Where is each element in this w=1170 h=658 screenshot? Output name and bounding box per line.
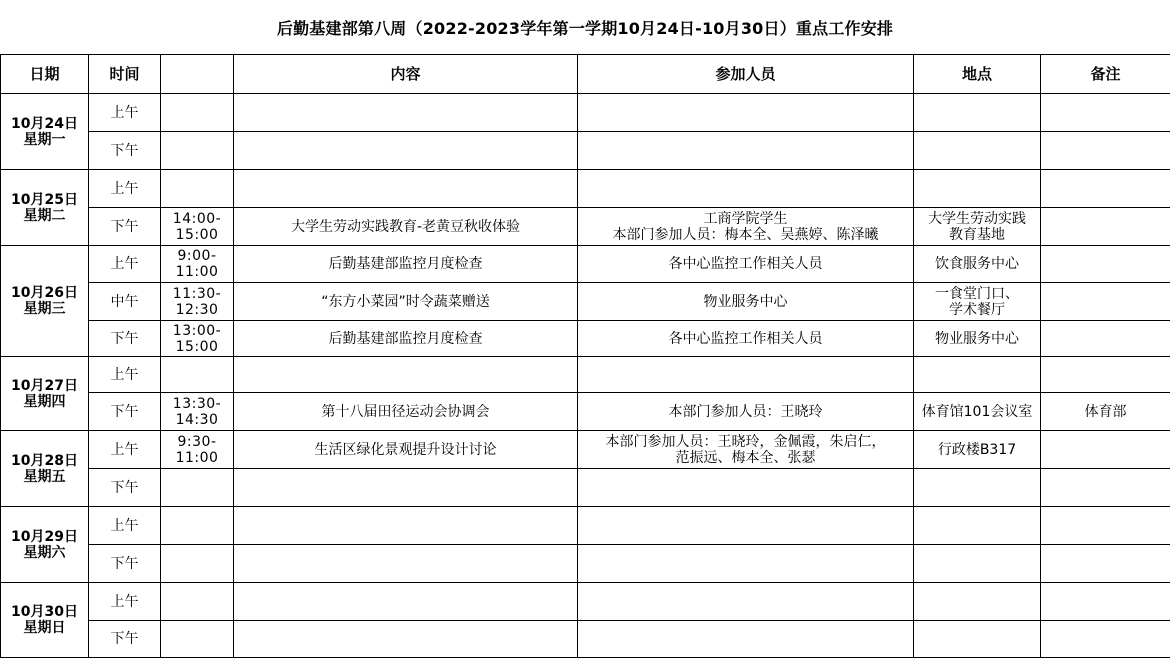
header-remarks: 备注 [1041,55,1170,94]
date-label: 10月28日 [11,452,78,469]
date-label: 10月25日 [11,191,78,208]
location-cell: 行政楼B317 [914,431,1041,469]
location-cell [914,583,1041,621]
period-cell: 中午 [89,283,161,321]
participants-cell [578,94,914,132]
remarks-cell [1041,469,1170,507]
time-cell [161,94,234,132]
content-cell [234,507,578,545]
location-cell [914,469,1041,507]
time-cell [161,545,234,583]
time-cell [161,469,234,507]
period-cell: 下午 [89,132,161,170]
period-cell: 上午 [89,507,161,545]
table-row [1,283,1170,321]
participants-cell [578,583,914,621]
participants-cell [578,357,914,393]
date-label: 10月26日 [11,285,78,301]
remarks-cell [1041,431,1170,469]
location-cell: 体育馆101会议室 [914,393,1041,431]
date-label: 10月27日 [11,377,78,394]
content-cell [234,132,578,170]
date-label: 10月24日 [11,115,78,132]
date-cell [1,246,89,357]
content-cell: 大学生劳动实践教育-老黄豆秋收体验 [234,208,578,246]
period-cell: 下午 [89,469,161,507]
content-cell [234,545,578,583]
period-cell: 上午 [89,583,161,621]
remarks-cell [1041,170,1170,208]
period-cell: 下午 [89,545,161,583]
remarks-cell [1041,321,1170,357]
content-cell: “东方小菜园”时令蔬菜赠送 [234,283,578,321]
table-row [1,246,1170,283]
weekday-label: 星期日 [23,620,66,636]
participants-cell: 本部门参加人员：王晓玲 [578,393,914,431]
table-row [1,132,1170,170]
participants-cell [578,507,914,545]
period-cell: 下午 [89,393,161,431]
header-period: 时间 [89,55,161,94]
table-row [1,208,1170,246]
period-cell: 上午 [89,94,161,132]
location-cell: 一食堂门口、 学术餐厅 [914,283,1041,321]
content-cell [234,170,578,208]
date-label: 10月29日 [11,528,78,545]
participants-cell: 各中心监控工作相关人员 [578,321,914,357]
weekday-label: 星期三 [23,301,66,317]
table-row [1,621,1170,658]
table-row [1,469,1170,507]
period-cell: 下午 [89,621,161,658]
location-cell: 物业服务中心 [914,321,1041,357]
table-row [1,357,1170,393]
weekday-label: 星期四 [23,393,66,410]
header-location: 地点 [914,55,1041,94]
time-cell [161,132,234,170]
participants-cell [578,545,914,583]
table-row [1,94,1170,132]
header-row [1,55,1170,94]
date-cell [1,94,89,170]
date-cell [1,357,89,431]
location-cell [914,621,1041,658]
participants-cell: 工商学院学生 本部门参加人员：梅本全、吴燕婷、陈泽曦 [578,208,914,246]
header-time [161,55,234,94]
content-cell [234,583,578,621]
remarks-cell [1041,621,1170,658]
remarks-cell: 体育部 [1041,393,1170,431]
time-cell: 9:30- 11:00 [161,431,234,469]
period-cell: 下午 [89,208,161,246]
time-cell [161,583,234,621]
header-participants: 参加人员 [578,55,914,94]
time-cell: 14:00- 15:00 [161,208,234,246]
time-cell: 9:00- 11:00 [161,246,234,283]
table-row [1,583,1170,621]
header-date: 日期 [1,55,89,94]
date-cell [1,507,89,583]
remarks-cell [1041,132,1170,170]
location-cell [914,170,1041,208]
participants-cell [578,132,914,170]
location-cell: 饮食服务中心 [914,246,1041,283]
schedule-table [0,54,1170,658]
remarks-cell [1041,357,1170,393]
table-row [1,393,1170,431]
table-row [1,545,1170,583]
remarks-cell [1041,208,1170,246]
content-cell: 第十八届田径运动会协调会 [234,393,578,431]
location-cell [914,357,1041,393]
participants-cell: 物业服务中心 [578,283,914,321]
time-cell [161,507,234,545]
period-cell: 上午 [89,170,161,208]
page-title: 后勤基建部第八周（2022-2023学年第一学期10月24日-10月30日）重点工作安排 [276,18,894,38]
table-row [1,431,1170,469]
participants-cell: 本部门参加人员：王晓玲，金佩霞，朱启仁， 范振远、梅本全、张瑟 [578,431,914,469]
weekday-label: 星期二 [23,207,66,224]
header-content: 内容 [234,55,578,94]
period-cell: 上午 [89,431,161,469]
time-cell: 11:30- 12:30 [161,283,234,321]
remarks-cell [1041,94,1170,132]
time-cell [161,357,234,393]
content-cell [234,621,578,658]
location-cell [914,94,1041,132]
time-cell [161,621,234,658]
weekday-label: 星期五 [23,468,66,485]
participants-cell [578,621,914,658]
table-row [1,507,1170,545]
weekday-label: 星期一 [23,131,66,148]
location-cell: 大学生劳动实践 教育基地 [914,208,1041,246]
table-row [1,321,1170,357]
location-cell [914,132,1041,170]
content-cell [234,469,578,507]
weekday-label: 星期六 [23,544,66,561]
participants-cell [578,170,914,208]
time-cell [161,170,234,208]
time-cell: 13:30- 14:30 [161,393,234,431]
content-cell [234,94,578,132]
location-cell [914,507,1041,545]
location-cell [914,545,1041,583]
period-cell: 上午 [89,357,161,393]
remarks-cell [1041,507,1170,545]
content-cell [234,357,578,393]
participants-cell [578,469,914,507]
remarks-cell [1041,545,1170,583]
date-cell [1,170,89,246]
period-cell: 下午 [89,321,161,357]
date-cell [1,583,89,658]
content-cell: 后勤基建部监控月度检查 [234,246,578,283]
remarks-cell [1041,583,1170,621]
period-cell: 上午 [89,246,161,283]
date-cell [1,431,89,507]
remarks-cell [1041,283,1170,321]
table-row [1,170,1170,208]
remarks-cell [1041,246,1170,283]
date-label: 10月30日 [11,604,78,620]
content-cell: 生活区绿化景观提升设计讨论 [234,431,578,469]
time-cell: 13:00- 15:00 [161,321,234,357]
content-cell: 后勤基建部监控月度检查 [234,321,578,357]
participants-cell: 各中心监控工作相关人员 [578,246,914,283]
